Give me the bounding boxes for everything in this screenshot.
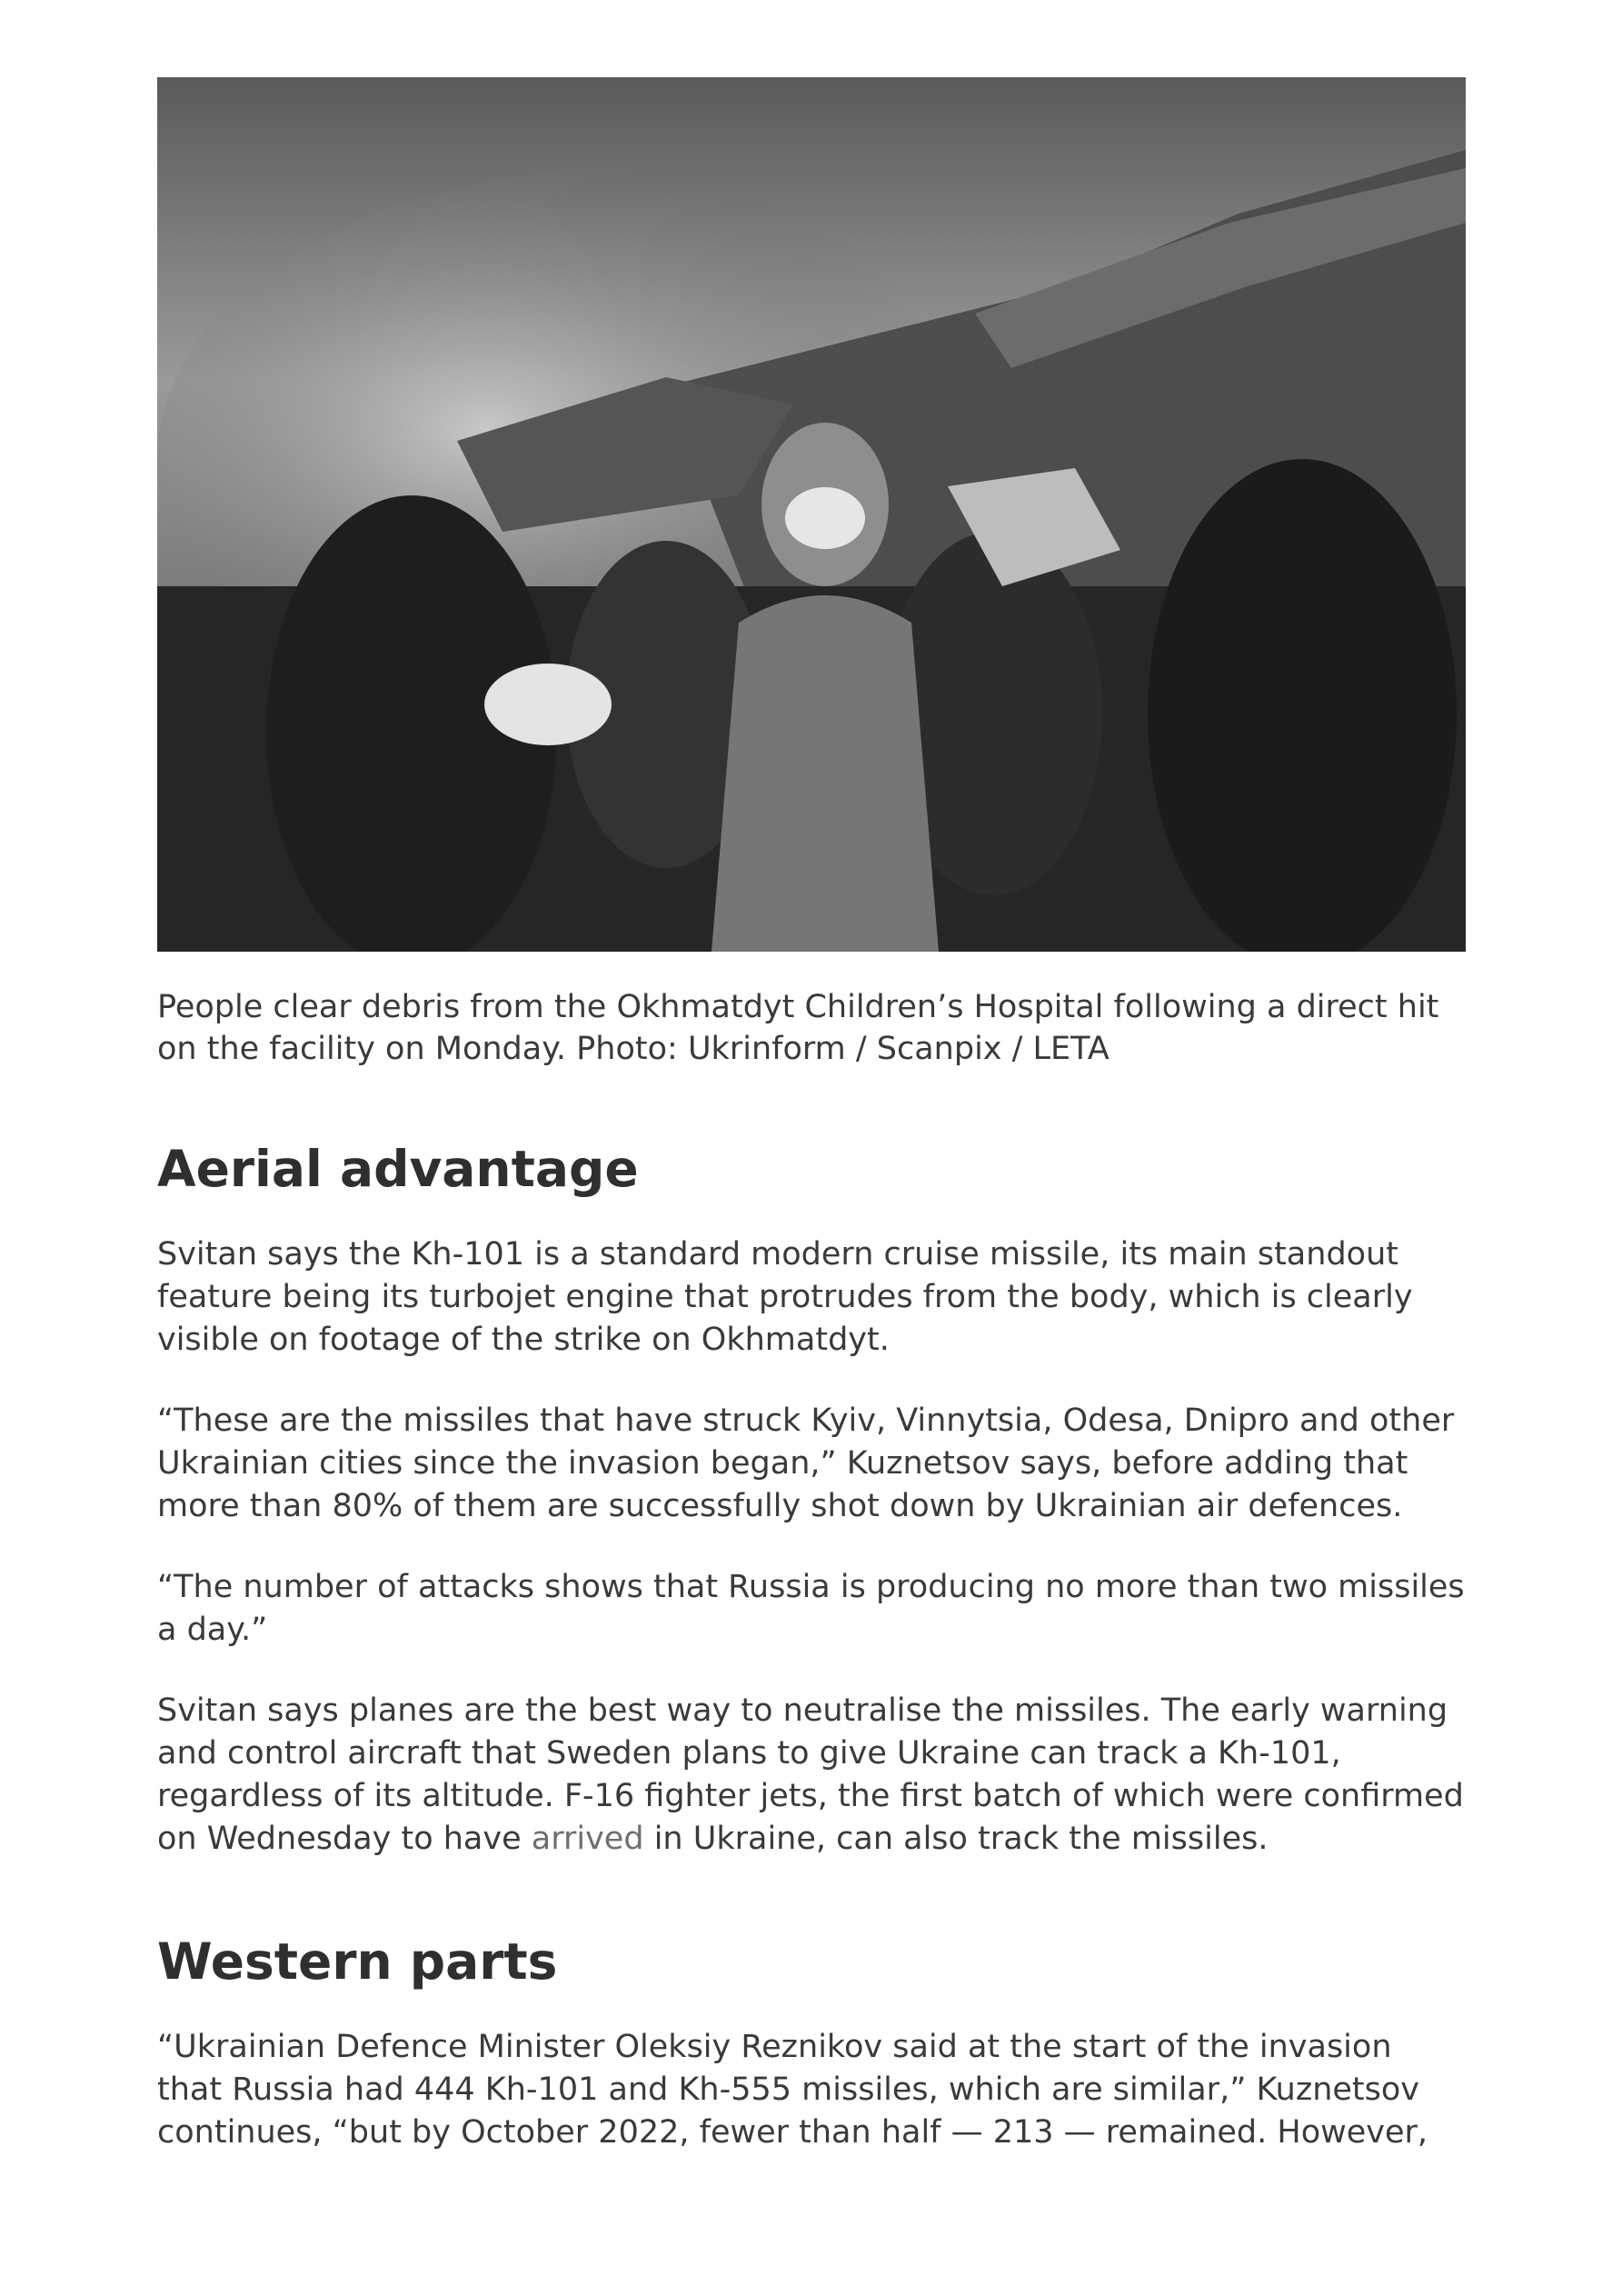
paragraph: “Ukrainian Defence Minister Oleksiy Reznikov said at the start of the invasion that Russia had 444 Kh-101 and Kh-555 missiles, which are similar,” Kuznetsov continues, “but by October 2022, fewer than half — 213 — remained. However, [157,2029,1428,2151]
paragraph: “These are the missiles that have struck Kyiv, Vinnytsia, Odesa, Dnipro and other Ukrainian cities since the invasion began,” Kuznetsov says, before adding that more than 80% of them are successfully shot down by Ukrainian air defences. [157,1403,1455,1524]
paragraph: “The number of attacks shows that Russia is producing no more than two missiles a day.” [157,1569,1465,1648]
arrived-link[interactable]: arrived [531,1821,644,1857]
paragraph-text: in Ukraine, can also track the missiles. [643,1821,1269,1857]
article [157,77,1466,2154]
news-photo [157,77,1466,952]
section-heading: Aerial advantage [157,1140,639,1198]
paragraph: Svitan says the Kh-101 is a standard modern cruise missile, its main standout feature being its turbojet engine that protrudes from the body, which is clearly visible on footage of the strike on Okhmatdyt. [157,1236,1413,1358]
photo-caption: People clear debris from the Okhmatdyt Children’s Hospital following a direct hit on the facility on Monday. Photo: Ukrinform / Scanpix / LETA [157,989,1439,1067]
paragraph-text: Svitan says planes are the best way to neutralise the missiles. The early warning and control aircraft that Sweden plans to give Ukraine can track a Kh-101, regardless of its altitude. F-16 fighter jets, the first batch of which were confirmed on Wednesday to have [157,1692,1464,1857]
paragraph [157,1690,1466,1861]
section-heading: Western parts [157,1932,558,1991]
